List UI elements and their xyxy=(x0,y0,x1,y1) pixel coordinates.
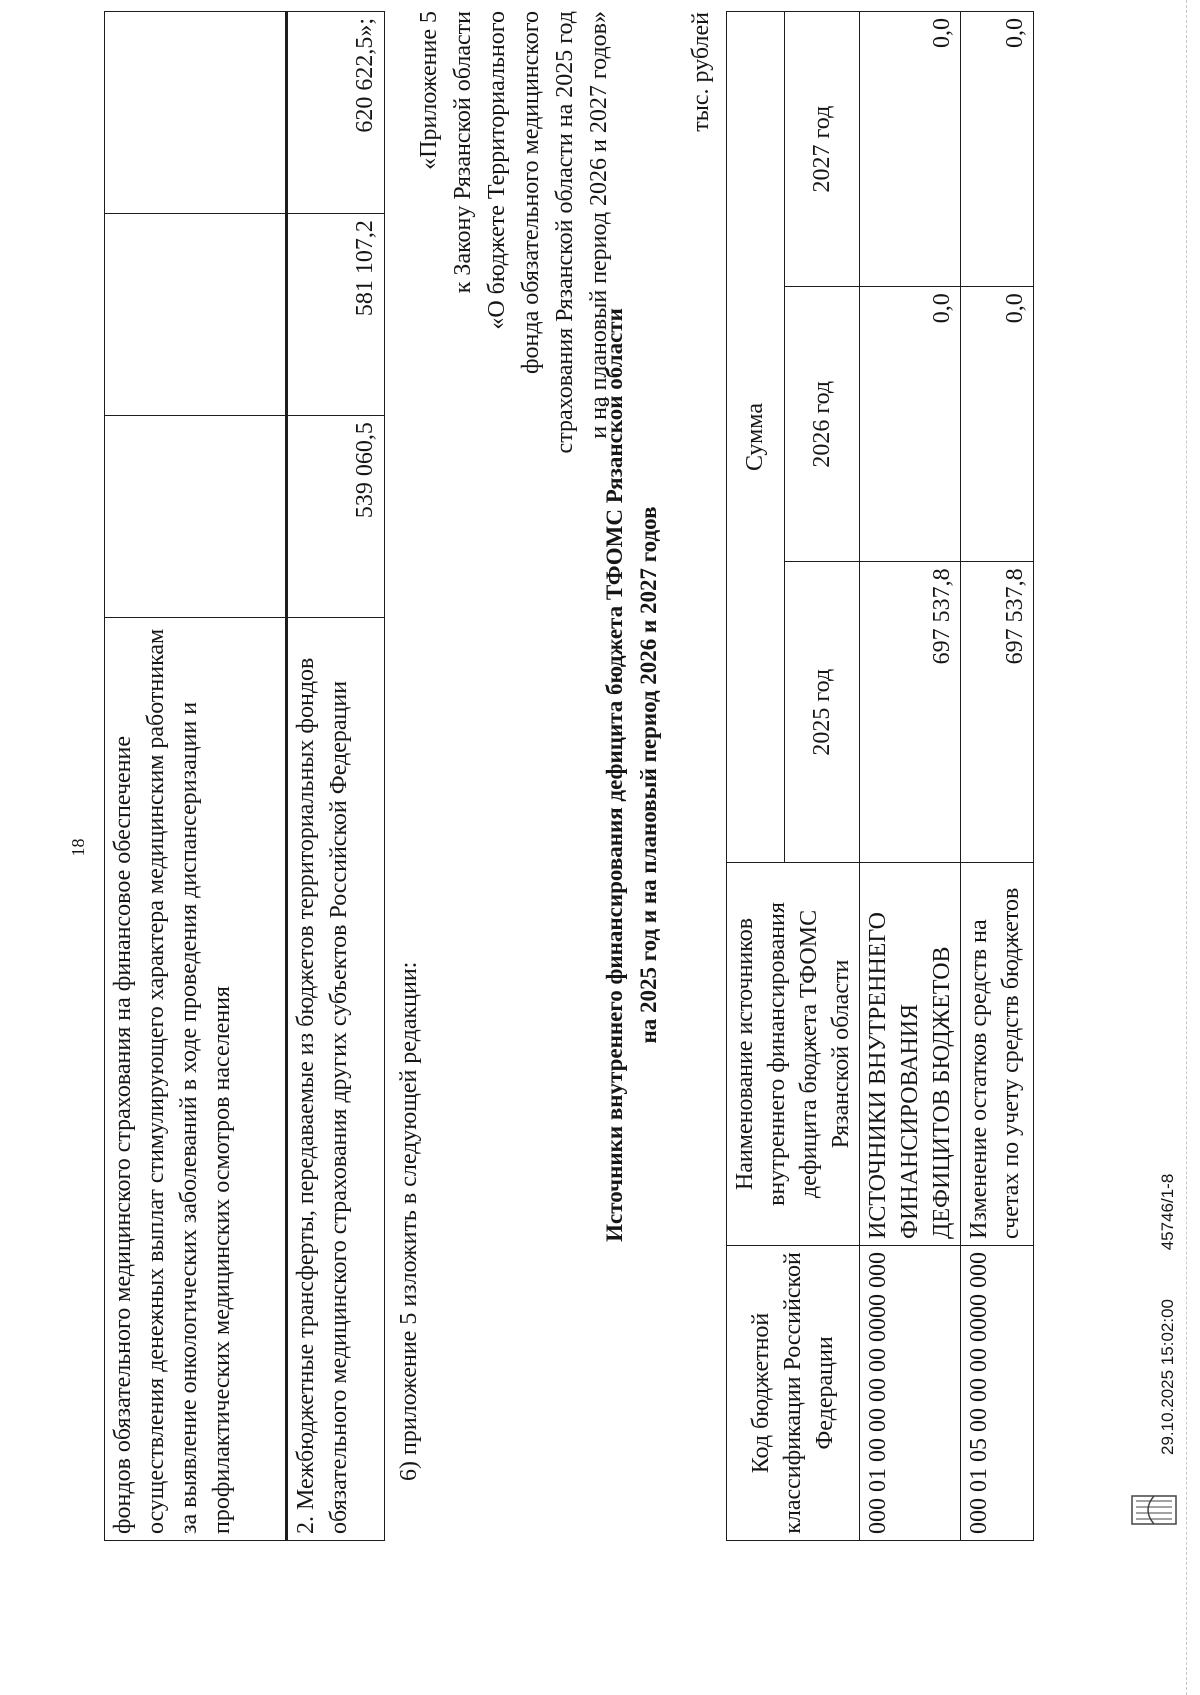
row-name: фондов обязательного медицинского страхования на финансовое обеспечение осуществления денежных выплат стимулирующего характера медицинским работникам за выявление онкологических заболеваний в ходе проведения диспансеризации и профилактических медицинских осмотров населения xyxy=(105,618,287,1541)
value-2026: 0,0 xyxy=(860,287,961,562)
appendix-line: и на плановый период 2026 и 2027 годов» xyxy=(586,11,612,439)
header-year-2026: 2026 год xyxy=(784,287,859,562)
row-name: 2. Межбюджетные трансферты, передаваемые из бюджетов территориальных фондов обязательного медицинского страхования других субъектов Российской Федерации xyxy=(287,618,385,1541)
units-label: тыс. рублей xyxy=(688,12,714,132)
appendix-header xyxy=(412,11,616,935)
value-2025 xyxy=(105,416,287,618)
row-code: 000 01 05 00 00 00 0000 000 xyxy=(961,1246,1034,1541)
header-year-2027: 2027 год xyxy=(784,12,859,287)
table-row xyxy=(287,12,385,1541)
table-header-row xyxy=(727,12,785,1541)
scan-edge-line xyxy=(1186,0,1187,1695)
appendix-line: «О бюджете Территориального xyxy=(484,11,510,330)
value-2027: 0,0 xyxy=(961,12,1034,287)
footer-stamp xyxy=(1158,1174,1178,1455)
row-name: Изменение остатков средств на счетах по учету средств бюджетов xyxy=(961,863,1034,1246)
appendix-line: фонда обязательного медицинского xyxy=(518,11,544,375)
document-title xyxy=(598,15,666,1535)
amendment-item-6: 6) приложение 5 изложить в следующей редакции: xyxy=(396,961,422,1481)
value-2026: 581 107,2 xyxy=(287,214,385,416)
value-2026: 0,0 xyxy=(961,287,1034,562)
appendix-line: страхования Рязанской области на 2025 год xyxy=(552,11,578,454)
value-2025: 697 537,8 xyxy=(961,562,1034,863)
value-2025: 539 060,5 xyxy=(287,416,385,618)
page-number: 18 xyxy=(68,838,88,857)
value-2025: 697 537,8 xyxy=(860,562,961,863)
appendix-line: «Приложение 5 xyxy=(416,11,442,170)
table-row xyxy=(860,12,961,1541)
header-code: Код бюджетной классификации Российской Федерации xyxy=(727,1246,860,1541)
title-line: Источники внутреннего финансирования дефицита бюджета ТФОМС Рязанской области xyxy=(602,308,627,1242)
table-row xyxy=(961,12,1034,1541)
deficit-sources-table xyxy=(726,11,1034,1541)
value-2027: 620 622,5»; xyxy=(287,12,385,214)
appendix-line: к Закону Рязанской области xyxy=(450,11,476,294)
header-year-2025: 2025 год xyxy=(784,562,859,863)
value-2027 xyxy=(105,12,287,214)
footer-doc-id: 45746/1-8 xyxy=(1158,1173,1177,1251)
table-row xyxy=(105,12,287,1541)
footer-datetime: 29.10.2025 15:02:00 xyxy=(1158,1299,1177,1455)
transfers-table-continuation xyxy=(104,11,385,1541)
row-code: 000 01 00 00 00 00 0000 000 xyxy=(860,1246,961,1541)
title-line: на 2025 год и на плановый период 2026 и 2027 годов xyxy=(636,506,661,1044)
building-emblem-icon xyxy=(1126,1493,1182,1527)
header-sum: Сумма xyxy=(727,12,785,863)
row-name: ИСТОЧНИКИ ВНУТРЕННЕГО ФИНАНСИРОВАНИЯ ДЕФИЦИТОВ БЮДЖЕТОВ xyxy=(860,863,961,1246)
value-2027: 0,0 xyxy=(860,12,961,287)
header-name: Наименование источников внутреннего финансирования дефицита бюджета ТФОМС Рязанской области xyxy=(727,863,860,1246)
value-2026 xyxy=(105,214,287,416)
